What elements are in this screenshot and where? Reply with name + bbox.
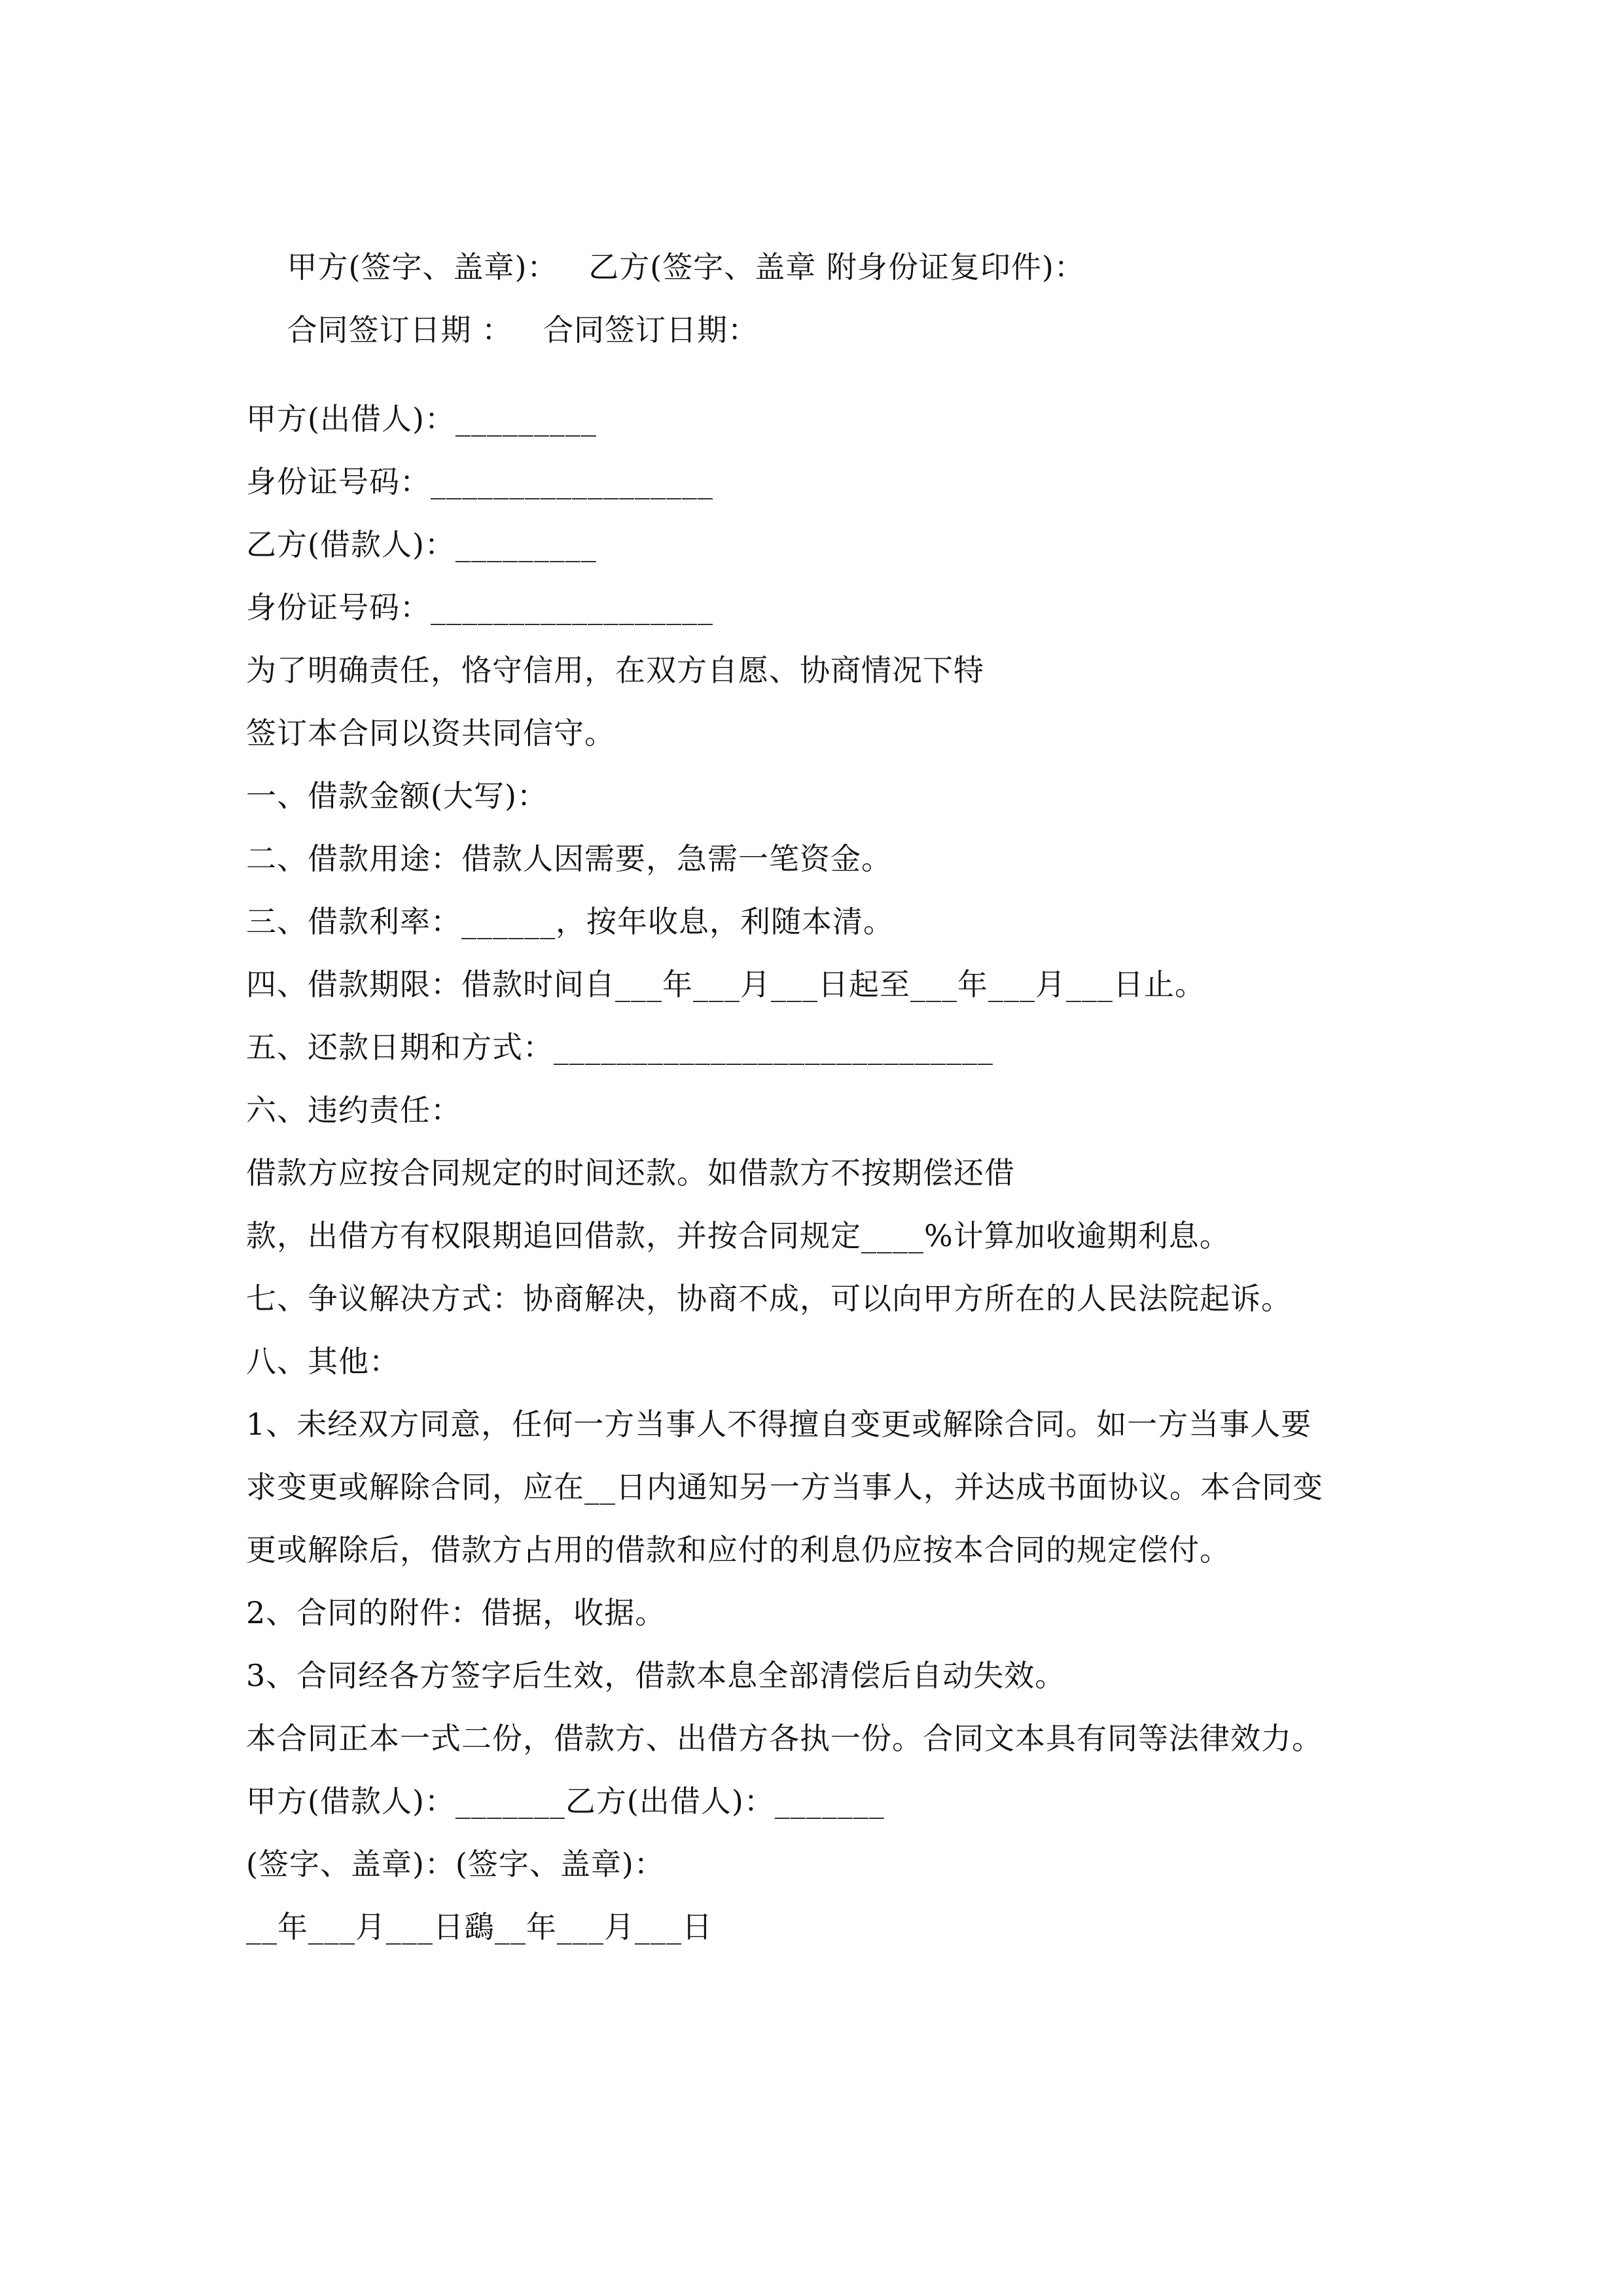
clause-loan-purpose: 二、借款用途：借款人因需要，急需一笔资金。 — [246, 841, 892, 876]
borrower-id-line: 身份证号码：__________________ — [246, 590, 713, 625]
preamble-line-2: 签订本合同以资共同信守。 — [246, 715, 615, 751]
clause-other-1-line-1: 1、未经双方同意，任何一方当事人不得擅自变更或解除合同。如一方当事人要 — [246, 1407, 1312, 1442]
clause-other-1-line-2: 求变更或解除合同，应在__日内通知另一方当事人，并达成书面协议。本合同变 — [246, 1469, 1323, 1505]
clause-repayment: 五、还款日期和方式：____________________________ — [246, 1030, 993, 1065]
party-a-date-label: 合同签订日期 ： — [287, 312, 513, 348]
clause-other-3: 3、合同经各方签字后生效，借款本息全部清偿后自动失效。 — [246, 1658, 1066, 1693]
clause-default-text-2: 款，出借方有权限期追回借款，并按合同规定____%计算加收逾期利息。 — [246, 1218, 1230, 1253]
clause-other-title: 八、其他： — [246, 1344, 400, 1379]
clause-dispute: 七、争议解决方式：协商解决，协商不成，可以向甲方所在的人民法院起诉。 — [246, 1281, 1292, 1316]
borrower-name-line: 乙方(借款人)：_________ — [246, 527, 597, 562]
clause-loan-amount: 一、借款金额(大写)： — [246, 778, 548, 814]
date-header — [246, 271, 758, 389]
clause-default-title: 六、违约责任： — [246, 1092, 461, 1128]
lender-id-line: 身份证号码：__________________ — [246, 464, 713, 499]
footer-dates: __年___月___日鷂__年___月___日 — [246, 1909, 713, 1945]
clause-other-1-line-3: 更或解除后，借款方占用的借款和应付的利息仍应按本合同的规定偿付。 — [246, 1532, 1230, 1568]
clause-copies: 本合同正本一式二份，借款方、出借方各执一份。合同文本具有同等法律效力。 — [246, 1721, 1323, 1756]
clause-loan-term: 四、借款期限：借款时间自___年___月___日起至___年___月___日止。 — [246, 967, 1205, 1002]
preamble-line-1: 为了明确责任，恪守信用，在双方自愿、协商情况下特 — [246, 653, 984, 688]
footer-parties: 甲方(借款人)：_______乙方(出借人)：_______ — [246, 1784, 885, 1819]
footer-signatures: (签字、盖章)：(签字、盖章)： — [246, 1846, 665, 1882]
clause-interest-rate: 三、借款利率：______，按年收息，利随本清。 — [246, 904, 894, 939]
clause-other-2: 2、合同的附件：借据，收据。 — [246, 1595, 666, 1630]
lender-name-line: 甲方(出借人)：_________ — [246, 401, 597, 437]
clause-default-text-1: 借款方应按合同规定的时间还款。如借款方不按期偿还借 — [246, 1155, 1015, 1191]
party-b-date-label: 合同签订日期： — [543, 312, 758, 348]
party-b-signature-label: 乙方(签字、盖章 附身份证复印件)： — [588, 249, 1085, 285]
party-a-signature-label: 甲方(签字、盖章)： — [287, 249, 558, 285]
